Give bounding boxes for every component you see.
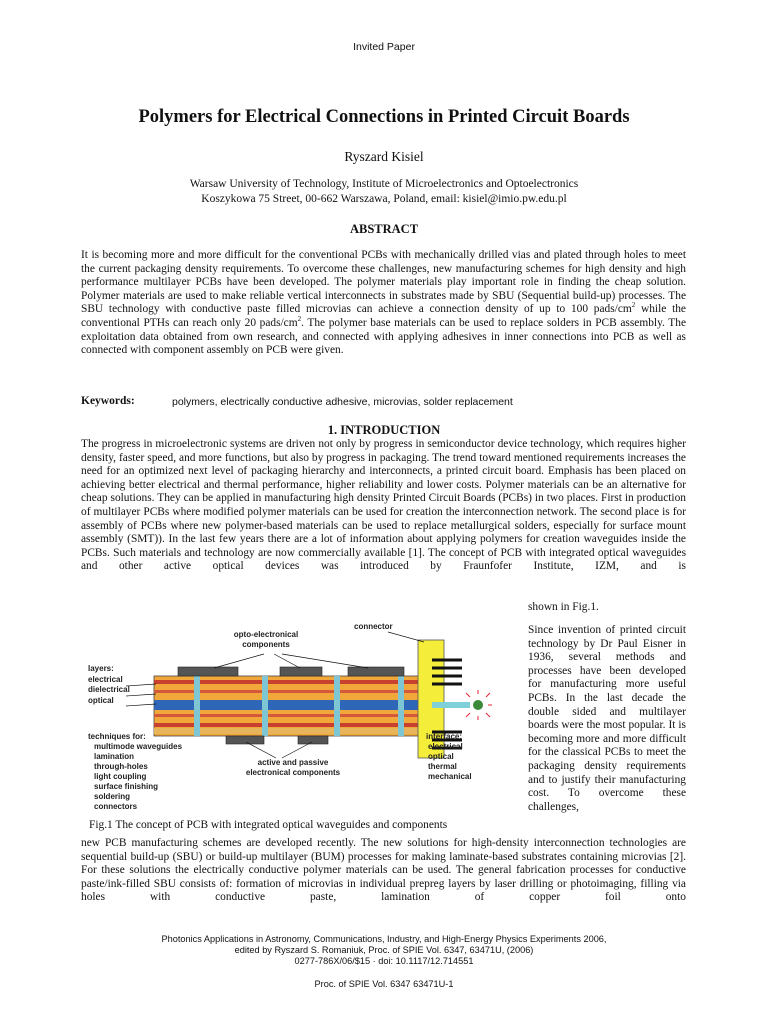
figure-label-opto-2: components xyxy=(242,640,290,649)
figure-label-techniques-title: techniques for: xyxy=(88,732,146,741)
figure-label-technique-3: through-holes xyxy=(94,762,148,771)
abstract-text-a: It is becoming more and more difficult for the conventional PCBs with mechanically drilled vias and plated through holes to meet the current packaging density requirements. To overcome these challenges, new manufacturing schemes for high density and high performance multilayer PCBs have been developed. The polymer materials play important role in finding the cheap solution. Polymer materials are used to make reliable vertical interconnects in substrates made by SBU (Sequential build-up) processes. The SBU technology with conductive paste filled microvias can achieve a connection density of up to 100 pads/cm xyxy=(81,249,686,316)
affiliation-line-2: Koszykowa 75 Street, 00-662 Warszawa, Poland, email: kisiel@imio.pw.edu.pl xyxy=(201,193,567,205)
figure-label-interface-2: optical xyxy=(428,752,454,761)
abstract-heading: ABSTRACT xyxy=(349,222,419,236)
abstract-sup-2: 2 xyxy=(297,315,302,324)
figure-label-technique-7: connectors xyxy=(94,802,138,811)
via xyxy=(262,676,268,736)
via xyxy=(194,676,200,736)
figure-label-interface-3: thermal xyxy=(428,762,457,771)
figure-label-connector: connector xyxy=(354,622,393,631)
figure-label-active-2: electronical components xyxy=(245,768,341,777)
light-source xyxy=(473,700,483,710)
abstract-sup-1: 2 xyxy=(631,301,636,310)
figure-1 xyxy=(86,618,516,818)
footer-line-1: Photonics Applications in Astronomy, Communications, Industry, and High-Energy Physics Experiments 2006, xyxy=(161,934,607,944)
keywords-label: Keywords: xyxy=(81,395,135,407)
figure-label-opto-1: opto-electronical xyxy=(233,630,299,639)
author: Ryszard Kisiel xyxy=(344,149,424,164)
figure-label-technique-5: surface finishing xyxy=(94,782,159,791)
keywords-value: polymers, electrically conductive adhesive, microvias, solder replacement xyxy=(172,396,513,408)
figure-label-layer-2: dielectrical xyxy=(88,685,130,694)
bottom-component xyxy=(226,736,264,744)
figure-label-interface xyxy=(426,732,472,782)
figure-label-interface-title: interface: xyxy=(426,732,463,741)
figure-label-techniques xyxy=(88,732,182,812)
header-label: Invited Paper xyxy=(353,41,415,53)
figure-label-active-1: active and passive xyxy=(257,758,329,767)
introduction-paragraph-1-end: shown in Fig.1. xyxy=(528,601,599,613)
figure-label-technique-6: soldering xyxy=(94,792,131,801)
paper-title: Polymers for Electrical Connections in Printed Circuit Boards xyxy=(138,107,630,127)
via xyxy=(334,676,340,736)
figure-label-layers-title: layers: xyxy=(88,664,114,673)
via xyxy=(398,676,404,736)
figure-label-layer-3: optical xyxy=(88,695,114,705)
abstract-text xyxy=(81,249,686,358)
figure-label-interface-1: electrical xyxy=(428,742,463,751)
introduction-paragraph-1: The progress in microelectronic systems are driven not only by progress in semiconductor device technology, which requires higher density, faster speed, and more functions, but also by progress in packaging. The trend toward mentioned requirements increases the need for an optimized next level of packaging hierarchy and interconnects, a printed circuit board. Emphasis has been placed on achieving better electrical and thermal performance, higher reliability and lower costs. Polymer materials can be an alternative for cheap solutions. They can be applied in manufacturing high density Printed Circuit Boards (PCBs) in two places. First in production of multilayer PCBs where modified polymer materials can be used for creation the interconnection network. The second place is for assembly of PCBs where new polymer-based materials can be used to replace metallurgical solders, especially for surface mount assembly (SMT)). In the last few years there are a lot of information about applying polymers for creation waveguides inside the PCBs. Such materials and technology are now commercially available [1]. The concept of PCB with integrated optical waveguides and other active optical devices was introduced by Fraunfofer Institute, IZM, and is xyxy=(81,438,686,573)
figure-label-interface-4: mechanical xyxy=(428,772,472,781)
affiliation-line-1: Warsaw University of Technology, Institute of Microelectronics and Optoelectronics xyxy=(189,178,579,190)
figure-label-layers xyxy=(88,664,130,706)
bottom-component xyxy=(298,736,328,744)
introduction-paragraph-2: new PCB manufacturing schemes are developed recently. The new solutions for high-density interconnection technologies are sequential build-up (SBU) or build-up multilayer (BUM) processes for making laminate-based substrates containing microvias [2]. For these solutions the electrically conductive polymer materials can be used. The general fabrication processes for conductive paste/ink-filled SBU consists of: formation of microvias in individual prepreg layers by laser drilling or photoimaging, filling via holes with conductive paste, lamination of copper foil onto xyxy=(81,837,686,904)
introduction-side-text: Since invention of printed circuit technology by Dr Paul Eisner in 1936, several methods and processes have been developed for manufacturing more useful PCBs. In the last decade the double sided and multilayer boards were the most popular. It is becoming more and more difficult for the classical PCBs to meet the packaging density requirements and to justify their manufacturing cost. To overcome these challenges, xyxy=(528,624,686,813)
figure-label-technique-1: multimode waveguides xyxy=(94,742,183,751)
top-component xyxy=(348,667,404,676)
top-component xyxy=(280,667,322,676)
top-component xyxy=(178,667,238,676)
figure-label-active xyxy=(238,758,348,778)
optical-beam xyxy=(432,702,470,708)
introduction-heading: 1. INTRODUCTION xyxy=(327,423,441,437)
figure-label-layer-1: electrical xyxy=(88,674,123,684)
figure-label-technique-2: lamination xyxy=(94,752,135,761)
abstract-text-b: while the conventional PTHs can reach only 20 pads/cm xyxy=(81,303,686,329)
figure-caption: Fig.1 The concept of PCB with integrated optical waveguides and components xyxy=(89,819,448,831)
figure-label-opto xyxy=(221,630,311,650)
footer-line-2: edited by Ryszard S. Romaniuk, Proc. of SPIE Vol. 6347, 63471U, (2006) xyxy=(234,945,534,955)
abstract-text-c: . The polymer base materials can be used to replace solders in PCB assembly. The exploitation data obtained from own research, and connected with applying adhesives in inner connections into PCB as well as connected with component assembly on PCB were given. xyxy=(81,316,687,357)
footer-page: Proc. of SPIE Vol. 6347 63471U-1 xyxy=(314,979,454,989)
footer-line-3: 0277-786X/06/$15 · doi: 10.1117/12.714551 xyxy=(294,956,474,966)
figure-label-technique-4: light coupling xyxy=(94,772,147,781)
